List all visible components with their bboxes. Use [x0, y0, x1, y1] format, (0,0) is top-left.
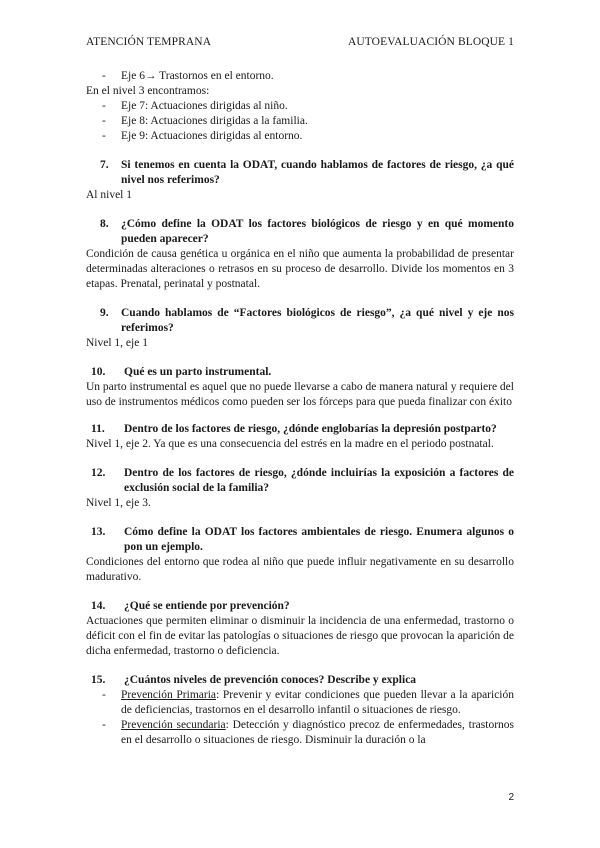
question-text: Si tenemos en cuenta la ODAT, cuando hablamos de factores de riesgo, ¿a qué nivel nos referimos? [121, 159, 514, 186]
answer-11: Nivel 1, eje 2. Ya que es una consecuencia del estrés en la madre en el periodo postnatal. [86, 438, 494, 450]
question-number: 11. [91, 423, 105, 435]
question-12 [86, 466, 514, 496]
answer-14: Actuaciones que permiten eliminar o disminuir la incidencia de una enfermedad, trastorno o déficit con el fin de evitar las patologías o situaciones de riesgo que provocan la aparición de dicha enfermedad, trastorno o deficiencia. [86, 615, 514, 657]
answer-9: Nivel 1, eje 1 [86, 337, 148, 349]
intro-list [86, 69, 514, 84]
prevention-text: : Detección y diagnóstico precoz de enfermedades, trastornos en el desarrollo o situaciones de riesgo. Disminuir la duración o la [121, 719, 515, 746]
question-14 [86, 599, 514, 614]
question-number: 13. [91, 526, 106, 538]
nivel3-list [86, 99, 514, 144]
list-item: - Eje 6→ Trastornos en el entorno. [100, 69, 514, 84]
question-number: 9. [100, 307, 109, 319]
question-10 [86, 365, 514, 380]
answer-13: Condiciones del entorno que rodea al niño que puede influir negativamente en su desarrollo madurativo. [86, 556, 514, 583]
prevention-text: : Prevenir y evitar condiciones que pueden llevar a la aparición de deficiencias, trastornos en el desarrollo infantil o situaciones de riesgo. [121, 689, 514, 716]
question-9 [86, 306, 514, 336]
question-number: 12. [91, 467, 106, 479]
question-13 [86, 525, 514, 555]
prevention-term: Prevención Primaria [121, 689, 217, 701]
prevention-list [86, 688, 514, 748]
prevention-term: Prevención secundaria [121, 719, 226, 731]
question-number: 7. [100, 159, 109, 171]
question-text: ¿Cómo define la ODAT los factores biológicos de riesgo y en qué momento pueden aparecer? [121, 218, 514, 245]
question-11 [86, 422, 514, 437]
question-15 [86, 673, 514, 688]
page-content [86, 69, 514, 748]
answer-10: Un parto instrumental es aquel que no puede llevarse a cabo de manera natural y requiere del uso de instrumentos médicos como pueden ser los fórceps para que pueda finalizar con éxito [86, 381, 514, 408]
list-item [100, 688, 514, 718]
answer-12: Nivel 1, eje 3. [86, 497, 151, 509]
header-left: ATENCIÓN TEMPRANA [86, 36, 212, 48]
question-text: Qué es un parto instrumental. [124, 366, 272, 378]
question-number: 10. [91, 366, 106, 378]
answer-7: Al nivel 1 [86, 189, 132, 201]
list-item: - Eje 7: Actuaciones dirigidas al niño. [100, 99, 514, 114]
question-text: Cómo define la ODAT los factores ambientales de riesgo. Enumera algunos o pon un ejemplo. [124, 526, 514, 553]
question-text: Dentro de los factores de riesgo, ¿dónde englobarías la depresión postparto? [124, 423, 497, 435]
nivel3-intro: En el nivel 3 encontramos: [86, 85, 210, 97]
question-text: ¿Cuántos niveles de prevención conoces? Describe y explica [124, 674, 417, 686]
list-item [100, 718, 514, 748]
question-number: 15. [91, 674, 106, 686]
answer-8: Condición de causa genética u orgánica en el niño que aumenta la probabilidad de presentar determinadas alteraciones o retrasos en su proceso de desarrollo. Divide los momentos en 3 etapas. Prenatal, perinatal y postnatal. [86, 248, 514, 290]
question-8 [86, 217, 514, 247]
question-text: ¿Qué se entiende por prevención? [124, 600, 290, 612]
question-text: Cuando hablamos de “Factores biológicos de riesgo”, ¿a qué nivel y eje nos referimos? [121, 307, 514, 334]
question-7 [86, 158, 514, 188]
question-text: Dentro de los factores de riesgo, ¿dónde incluirías la exposición a factores de exclusión social de la familia? [124, 467, 514, 494]
question-number: 8. [100, 218, 109, 230]
list-item: - Eje 8: Actuaciones dirigidas a la familia. [100, 114, 514, 129]
question-number: 14. [91, 600, 106, 612]
header-right: AUTOEVALUACIÓN BLOQUE 1 [347, 36, 514, 48]
list-item: - Eje 9: Actuaciones dirigidas al entorno. [100, 129, 514, 144]
page-number: 2 [508, 792, 514, 803]
